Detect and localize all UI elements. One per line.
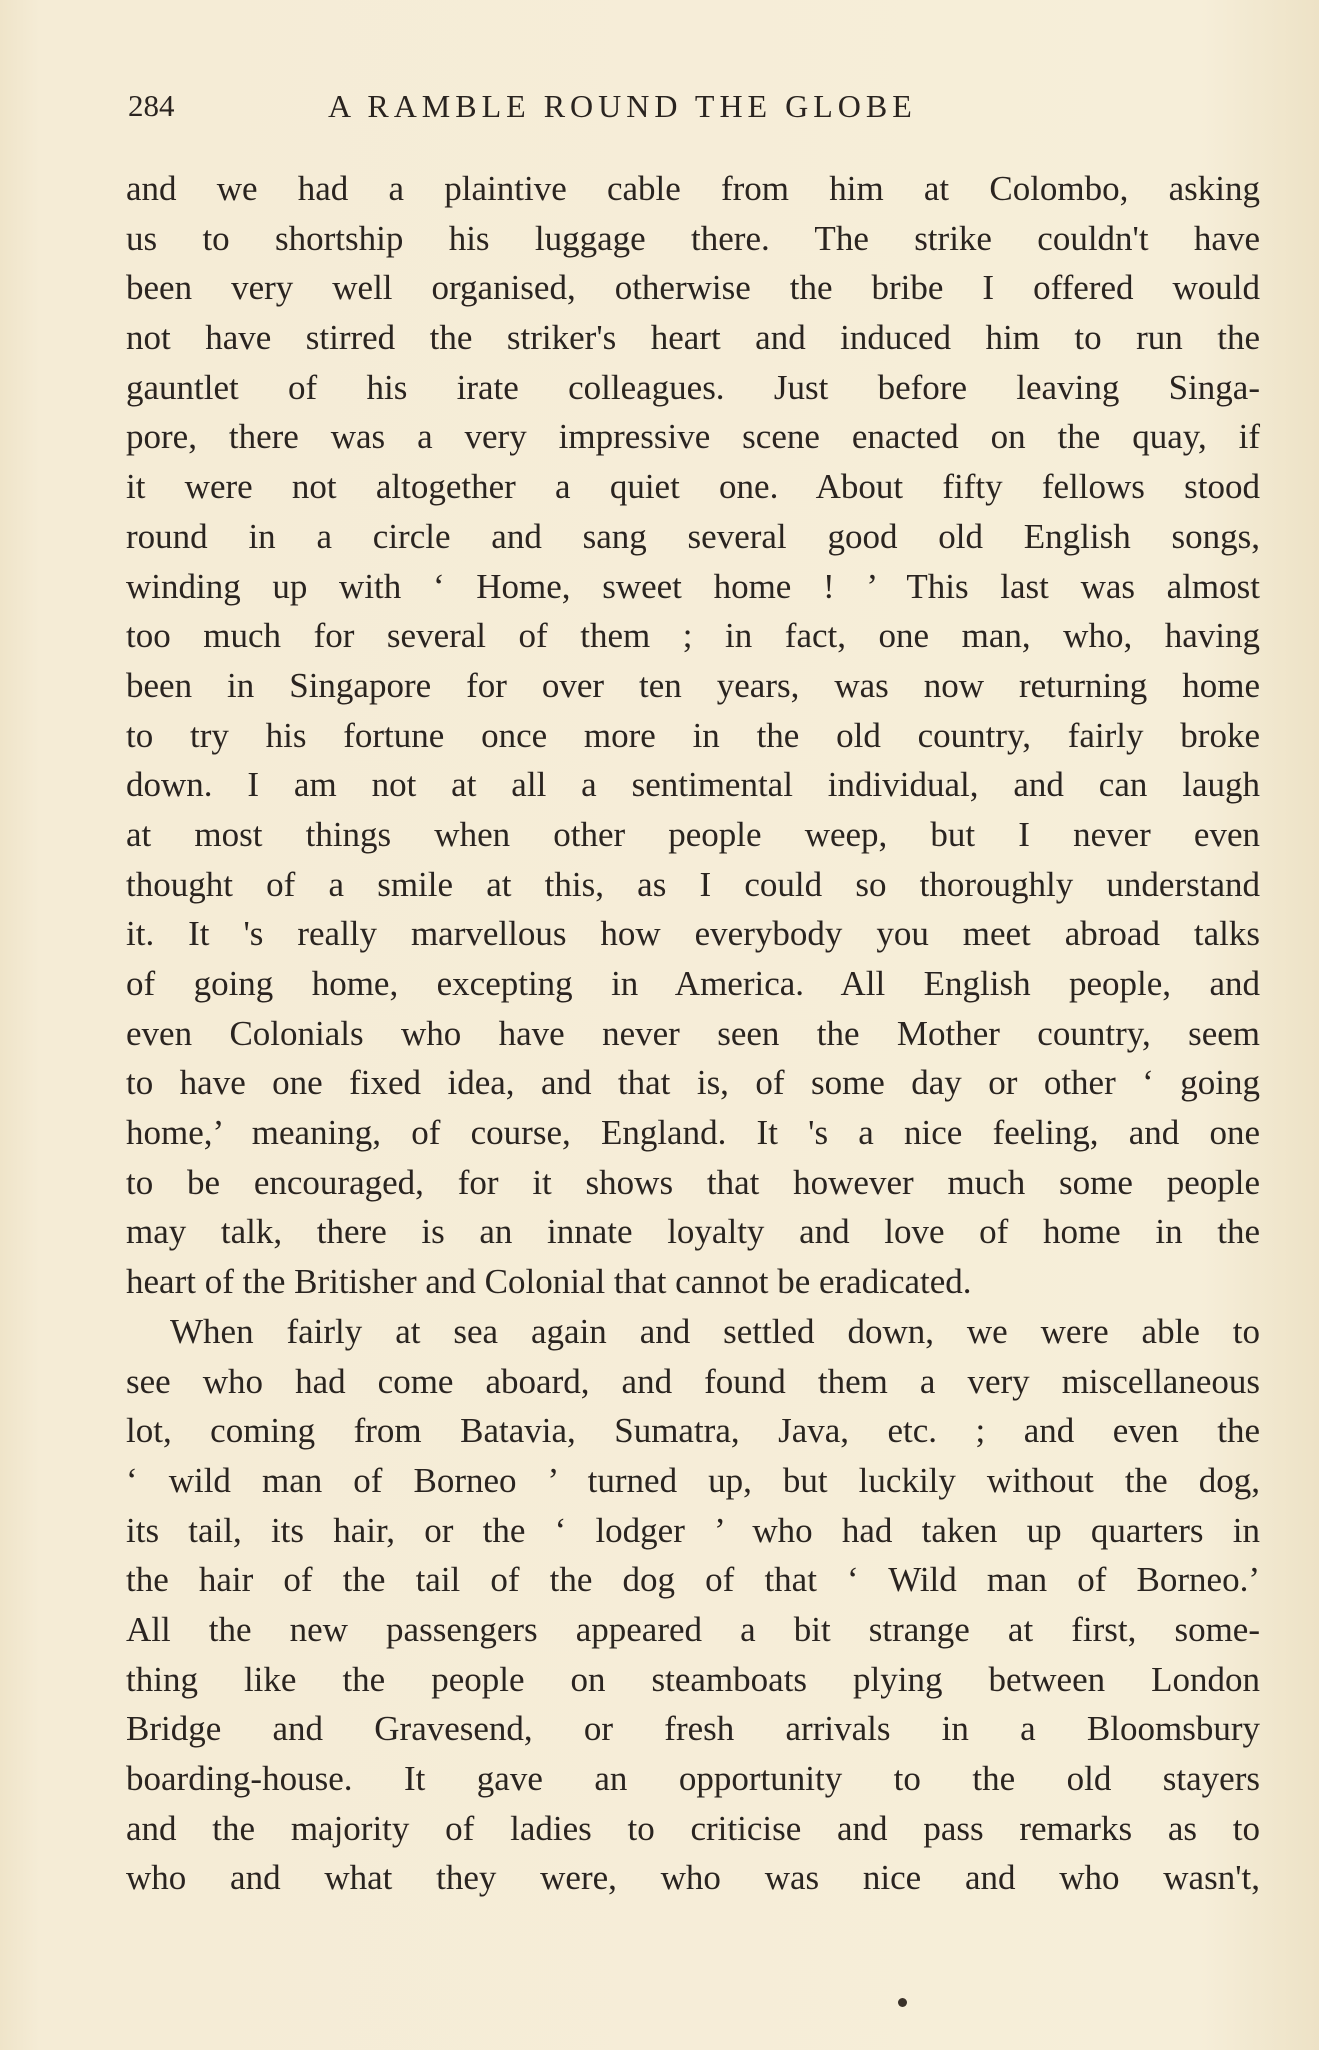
text-line: even Colonials who have never seen the Mother country, seem (126, 1013, 1260, 1053)
text-line: may talk, there is an innate loyalty and love of home in the (126, 1212, 1260, 1252)
text-line: ‘ wild man of Borneo ’ turned up, but luckily without the dog, (126, 1460, 1260, 1500)
text-line: us to shortship his luggage there. The strike couldn't have (126, 218, 1260, 258)
ink-spot (898, 1998, 907, 2007)
text-line: When fairly at sea again and settled down, we were able to (170, 1311, 1260, 1351)
text-line: to have one fixed idea, and that is, of some day or other ‘ going (126, 1063, 1260, 1103)
text-line: its tail, its hair, or the ‘ lodger ’ who had taken up quarters in (126, 1510, 1260, 1550)
text-line: round in a circle and sang several good old English songs, (126, 516, 1260, 556)
body-text (126, 164, 1260, 1903)
text-line: pore, there was a very impressive scene enacted on the quay, if (126, 417, 1260, 457)
text-line: and the majority of ladies to criticise and pass remarks as to (126, 1808, 1260, 1848)
text-line: home,’ meaning, of course, England. It 's a nice feeling, and one (126, 1113, 1260, 1153)
text-line: thing like the people on steamboats plying between London (126, 1659, 1260, 1699)
text-line: at most things when other people weep, but I never even (126, 814, 1260, 854)
text-line: All the new passengers appeared a bit strange at first, some- (126, 1609, 1260, 1649)
text-line: lot, coming from Batavia, Sumatra, Java, etc. ; and even the (126, 1411, 1260, 1451)
text-line: Bridge and Gravesend, or fresh arrivals in a Bloomsbury (126, 1709, 1260, 1749)
text-line: it were not altogether a quiet one. About fifty fellows stood (126, 467, 1260, 507)
text-line: gauntlet of his irate colleagues. Just before leaving Singa- (126, 367, 1260, 407)
text-line: been very well organised, otherwise the bribe I offered would (126, 268, 1260, 308)
text-line: see who had come aboard, and found them a very miscellaneous (126, 1361, 1260, 1401)
text-line: not have stirred the striker's heart and induced him to run the (126, 318, 1260, 358)
text-line: thought of a smile at this, as I could so thoroughly understand (126, 864, 1260, 904)
text-line: the hair of the tail of the dog of that ‘ Wild man of Borneo.’ (126, 1560, 1260, 1600)
text-line: to be encouraged, for it shows that however much some people (126, 1162, 1260, 1202)
text-line: who and what they were, who was nice and who wasn't, (126, 1858, 1260, 1898)
text-line: heart of the Britisher and Colonial that cannot be eradicated. (126, 1262, 972, 1302)
text-line: winding up with ‘ Home, sweet home ! ’ This last was almost (126, 566, 1260, 606)
text-line: boarding-house. It gave an opportunity to the old stayers (126, 1759, 1260, 1798)
page-header (128, 88, 1128, 132)
text-line: down. I am not at all a sentimental individual, and can laugh (126, 765, 1260, 805)
text-line: too much for several of them ; in fact, one man, who, having (126, 616, 1260, 656)
text-line: it. It 's really marvellous how everybody you meet abroad talks (126, 914, 1260, 954)
text-line: been in Singapore for over ten years, was now returning home (126, 665, 1260, 705)
text-line: to try his fortune once more in the old country, fairly broke (126, 715, 1260, 755)
text-line: of going home, excepting in America. All English people, and (126, 964, 1260, 1003)
running-title: A RAMBLE ROUND THE GLOBE (328, 88, 917, 124)
text-line: and we had a plaintive cable from him at Colombo, asking (126, 169, 1260, 208)
page-number: 284 (128, 88, 175, 123)
